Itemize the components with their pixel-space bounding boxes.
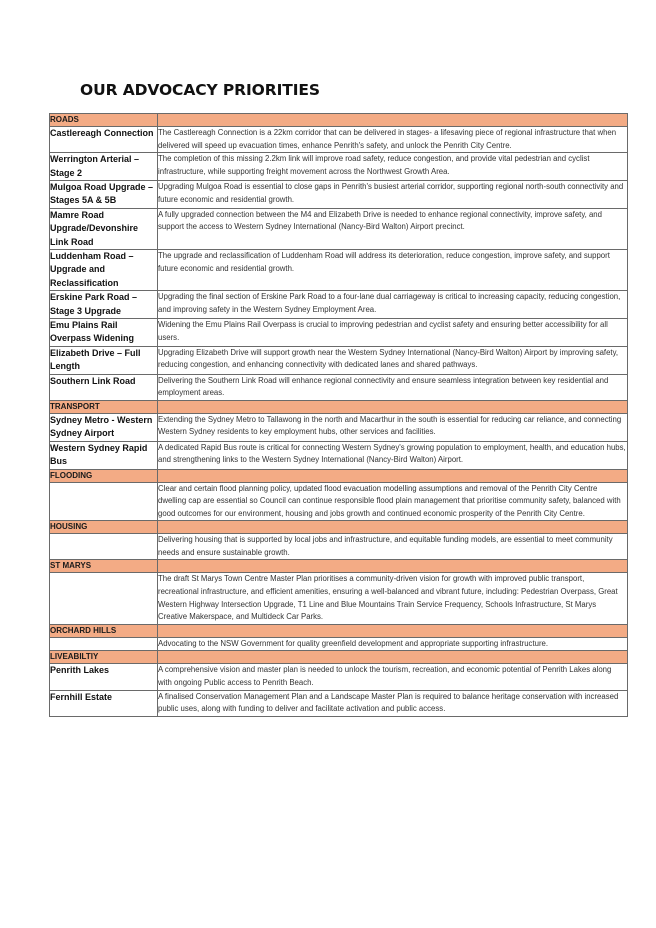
section-heading-fill bbox=[158, 521, 628, 534]
priority-row bbox=[50, 153, 628, 181]
priority-description: A fully upgraded connection between the M4 and Elizabeth Drive is needed to enhance regional connectivity, improve safety, and support the access to Western Sydney International (Nancy-Bird Walton) Airport precinct. bbox=[158, 208, 628, 249]
priority-name bbox=[50, 482, 158, 521]
priority-description: A dedicated Rapid Bus route is critical for connecting Western Sydney's growing population to employment, health, and education hubs, and strengthening links to the Western Sydney International (Nancy-Bird Walton) Airport. bbox=[158, 441, 628, 469]
priority-row bbox=[50, 534, 628, 560]
priority-name bbox=[50, 637, 158, 651]
page-title: OUR ADVOCACY PRIORITIES bbox=[80, 81, 320, 99]
priority-description: Delivering the Southern Link Road will enhance regional connectivity and ensure seamless integration between key residential and employment areas. bbox=[158, 374, 628, 400]
priority-name bbox=[50, 573, 158, 624]
priority-description: Advocating to the NSW Government for quality greenfield development and appropriate supporting infrastructure. bbox=[158, 637, 628, 651]
priority-row bbox=[50, 208, 628, 249]
priority-name: Southern Link Road bbox=[50, 374, 158, 400]
priority-row bbox=[50, 664, 628, 690]
priority-name: Emu Plains Rail Overpass Widening bbox=[50, 319, 158, 347]
section-heading-fill bbox=[158, 400, 628, 413]
priority-name bbox=[50, 534, 158, 560]
section-heading: ROADS bbox=[50, 114, 158, 127]
section-heading: LIVEABILTIY bbox=[50, 651, 158, 664]
priority-description: Delivering housing that is supported by local jobs and infrastructure, and equitable funding models, are essential to meet community needs and ensure sustainable growth. bbox=[158, 534, 628, 560]
priority-description: Upgrading Mulgoa Road is essential to close gaps in Penrith's busiest arterial corridor, supporting regional north-south connectivity and future economic and residential growth. bbox=[158, 181, 628, 209]
section-header-row bbox=[50, 469, 628, 482]
priority-row bbox=[50, 127, 628, 153]
priority-name: Mamre Road Upgrade/Devonshire Link Road bbox=[50, 208, 158, 249]
priority-description: Upgrading the final section of Erskine Park Road to a four-lane dual carriageway is critical to increasing capacity, reducing congestion, and improving safety in the Western Sydney Employment Area. bbox=[158, 291, 628, 319]
priority-description: The completion of this missing 2.2km link will improve road safety, reduce congestion, and provide vital pedestrian and cyclist infrastructure, while supporting freight movement across the Northwest Growth Area. bbox=[158, 153, 628, 181]
section-header-row bbox=[50, 400, 628, 413]
section-header-row bbox=[50, 624, 628, 637]
priority-description: A finalised Conservation Management Plan and a Landscape Master Plan is required to balance heritage conservation with increased public uses, along with funding to deliver and facilitate activation and public access. bbox=[158, 690, 628, 716]
section-heading: TRANSPORT bbox=[50, 400, 158, 413]
section-heading: HOUSING bbox=[50, 521, 158, 534]
priority-description: Widening the Emu Plains Rail Overpass is crucial to improving pedestrian and cyclist safety and ensuring better accessibility for all users. bbox=[158, 319, 628, 347]
priority-name: Mulgoa Road Upgrade – Stages 5A & 5B bbox=[50, 181, 158, 209]
section-heading-fill bbox=[158, 651, 628, 664]
priority-description: Upgrading Elizabeth Drive will support growth near the Western Sydney International (Nancy-Bird Walton) Airport by improving safety, reducing congestion, and enhancing connectivity with dedicated lanes and shared pathways. bbox=[158, 346, 628, 374]
priority-name: Elizabeth Drive – Full Length bbox=[50, 346, 158, 374]
priority-description: Extending the Sydney Metro to Tallawong in the north and Macarthur in the south is essential for reducing car reliance, and connecting Western Sydney residents to key employment hubs, other services and facilities. bbox=[158, 413, 628, 441]
priority-name: Penrith Lakes bbox=[50, 664, 158, 690]
priority-name: Luddenham Road – Upgrade and Reclassification bbox=[50, 250, 158, 291]
advocacy-priorities-table bbox=[49, 113, 628, 717]
section-header-row bbox=[50, 651, 628, 664]
priority-name: Sydney Metro - Western Sydney Airport bbox=[50, 413, 158, 441]
section-heading: FLOODING bbox=[50, 469, 158, 482]
priority-description: The Castlereagh Connection is a 22km corridor that can be delivered in stages- a lifesaving piece of regional infrastructure that when delivered will speed up evacuation times, enhance Penrith's safety, and unlock the Penrith City Centre. bbox=[158, 127, 628, 153]
priority-name: Erskine Park Road – Stage 3 Upgrade bbox=[50, 291, 158, 319]
priority-row bbox=[50, 690, 628, 716]
section-heading: ORCHARD HILLS bbox=[50, 624, 158, 637]
section-heading-fill bbox=[158, 560, 628, 573]
priority-row bbox=[50, 441, 628, 469]
priority-name: Western Sydney Rapid Bus bbox=[50, 441, 158, 469]
priority-row bbox=[50, 319, 628, 347]
priority-description: The upgrade and reclassification of Luddenham Road will address its deterioration, reduce congestion, improve safety, and support future economic and residential growth. bbox=[158, 250, 628, 291]
priority-name: Werrington Arterial – Stage 2 bbox=[50, 153, 158, 181]
priority-row bbox=[50, 250, 628, 291]
priority-row bbox=[50, 482, 628, 521]
priority-name: Fernhill Estate bbox=[50, 690, 158, 716]
priority-row bbox=[50, 637, 628, 651]
section-heading-fill bbox=[158, 469, 628, 482]
priority-description: The draft St Marys Town Centre Master Plan prioritises a community-driven vision for growth with improved public transport, recreational infrastructure, and efficient amenities, ensuring a well-balanced and vibrant future, including: Pedestrian Overpass, Great Western Highway Intersection Upgrade, T1 Line and Blue Mountains Train Service Frequency, Schools Infrastructure, St Marys Creative Makerspace, and Multideck Car Parks. bbox=[158, 573, 628, 624]
section-heading-fill bbox=[158, 624, 628, 637]
priority-row bbox=[50, 413, 628, 441]
priority-row bbox=[50, 291, 628, 319]
section-header-row bbox=[50, 114, 628, 127]
priority-row bbox=[50, 181, 628, 209]
priority-description: A comprehensive vision and master plan is needed to unlock the tourism, recreation, and economic potential of Penrith Lakes along with ongoing Public access to Penrith Beach. bbox=[158, 664, 628, 690]
section-heading: ST MARYS bbox=[50, 560, 158, 573]
priority-name: Castlereagh Connection bbox=[50, 127, 158, 153]
section-header-row bbox=[50, 560, 628, 573]
section-heading-fill bbox=[158, 114, 628, 127]
priority-row bbox=[50, 374, 628, 400]
priority-row bbox=[50, 346, 628, 374]
section-header-row bbox=[50, 521, 628, 534]
priority-row bbox=[50, 573, 628, 624]
priority-description: Clear and certain flood planning policy, updated flood evacuation modelling assumptions and removal of the Penrith City Centre dwelling cap are essential so Council can continue responsible flood plain management that prioritise community safety, balanced with good outcomes for our environment, housing and jobs growth and continued economic prosperity of the Penrith City Centre. bbox=[158, 482, 628, 521]
